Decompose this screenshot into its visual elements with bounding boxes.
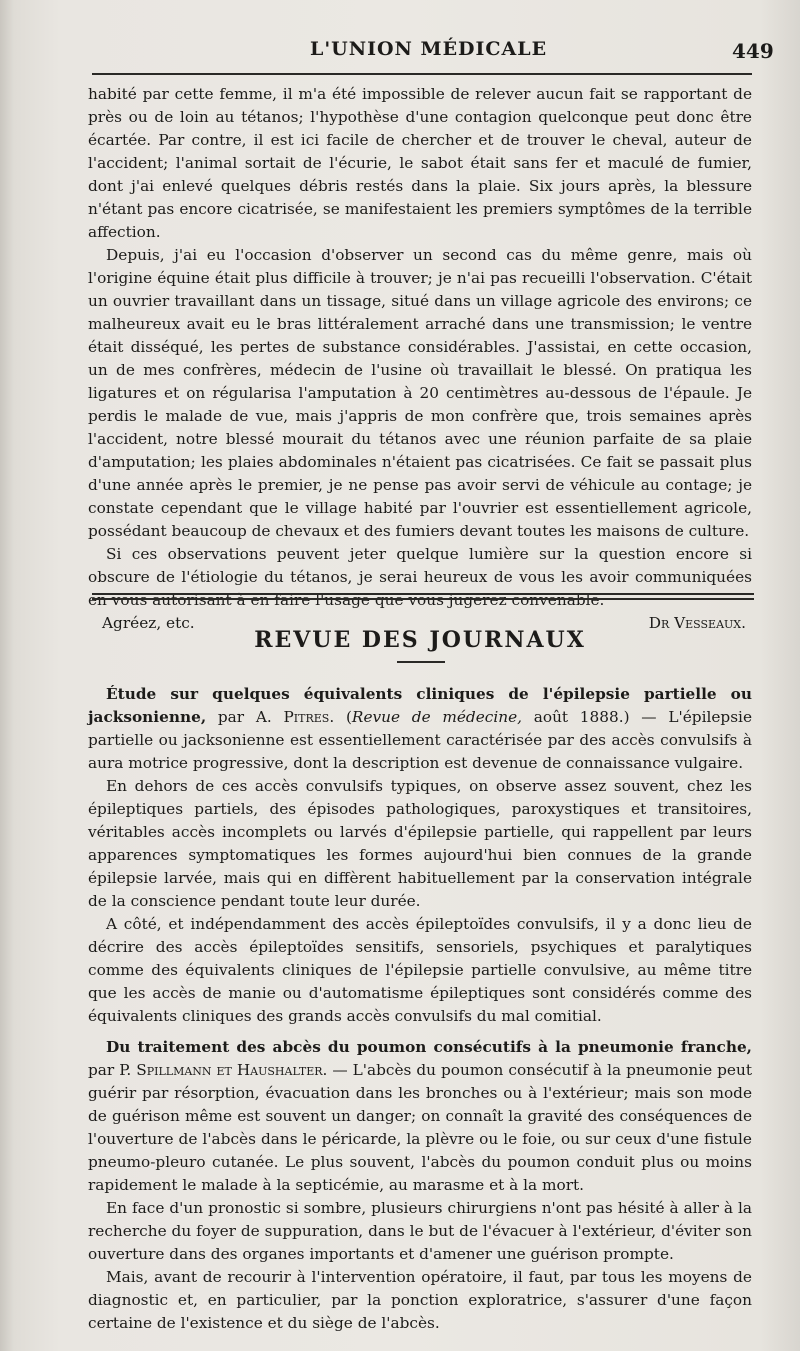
article-paragraph: Depuis, j'ai eu l'occasion d'observer un second cas du même genre, mais où l'origine équine était plus difficile à trouver; je n'ai pas recueilli l'observation. C'était un ouvrier travaillant dans un tissage, situé dans un village agricole des environs; ce malheureux avait eu le bras littéralement arraché dans une transmission; le ventre était disséqué, les pertes de substance considérables. J'assistai, en cette occasion, un de mes confrères, médecin de l'usine où travaillait le blessé. On pratiqua les ligatures et on régularisa l'amputation à 20 centimètres au-dessous de l'épaule. Je perdis le malade de vue, mais j'appris de mon confrère que, trois semaines après l'accident, notre blessé mourait du tétanos avec une réunion parfaite de sa plaie d'amputation; les plaies abdominales n'étaient pas cicatrisées. Ce fait se passait plus d'une année après le premier, je ne pense pas avoir servi de véhicule au contage; je constate cependant que le village habité par l'ouvrier est essentiellement agricole, possédant beaucoup de chevaux et des fumiers devant toutes les maisons de culture. <box>88 246 752 540</box>
journal-title: L'UNION MÉDICALE <box>310 38 548 60</box>
author-signature: Dr Vesseaux. <box>648 614 746 632</box>
article-paragraph: habité par cette femme, il m'a été impossible de relever aucun fait se rapportant de près ou de loin au tétanos; l'hypothèse d'une contagion quelconque peut donc être écartée. Par contre, il est ici facile de chercher et de trouver le cheval, auteur de l'accident; l'animal sortait de l'écurie, le sabot était sans fer et maculé de fumier, dont j'ai enlevé quelques débris restés dans la plaie. Six jours après, la blessure n'étant pas encore cicatrisée, se manifestaient les premiers symptômes de la terrible affection. <box>88 85 752 241</box>
section-divider <box>92 593 754 600</box>
entry-author: Spillmann et Haushalter. <box>136 1061 328 1079</box>
source-open: ( <box>334 708 352 726</box>
source-date: — <box>327 1061 353 1079</box>
entry-paragraph: A côté, et indépendamment des accès épileptoïdes convulsifs, il y a donc lieu de décrire des accès épileptoïdes sensitifs, sensoriels, psychiques et paralytiques comme des équivalents cliniques de l'épilepsie partielle convulsive, au même titre que les accès de manie ou d'automatisme épileptiques sont considérés comme des équivalents cliniques des grands accès convulsifs du mal comitial. <box>88 915 752 1025</box>
journal-reviews <box>88 683 752 1335</box>
entry-title: Étude sur quelques équivalents cliniques de l'épilepsie partielle ou jacksonienne, <box>88 685 752 726</box>
letter-article <box>88 83 752 635</box>
entry-paragraph: L'abcès du poumon consécutif à la pneumonie peut guérir par résorption, évacuation dans les bronches ou à l'extérieur; mais son mode de guérison même est souvent un danger; on connaît la gravité des conséquences de l'ouverture de l'abcès dans le péricarde, la plèvre ou le foie, ou sur ceux d'une fistule pneumo-pleuro cutanée. Le plus souvent, l'abcès du poumon conduit plus ou moins rapidement le malade à la septicémie, au marasme et à la mort. <box>88 1061 752 1194</box>
entry-gap <box>88 1028 752 1036</box>
source-date: août 1888.) — <box>522 708 669 726</box>
byline-prefix: par <box>206 708 256 726</box>
section-title-underline <box>397 661 445 663</box>
entry-paragraph: En dehors de ces accès convulsifs typiques, on observe assez souvent, chez les épileptiques partiels, des épisodes pathologiques, paroxystiques et transitoires, véritables accès incomplets ou larvés d'épilepsie partielle, qui rappellent par leurs apparences symptomatiques les formes aujourd'hui bien connues de la grande épilepsie larvée, mais qui en diffèrent habituellement par la conservation intégrale de la conscience pendant toute leur durée. <box>88 777 752 910</box>
closing-formula: Agréez, etc. <box>102 614 195 632</box>
review-entry-lead <box>88 683 752 775</box>
entry-paragraph: En face d'un pronostic si sombre, plusieurs chirurgiens n'ont pas hésité à aller à la recherche du foyer de suppuration, dans le but de l'évacuer à l'extérieur, d'éviter son ouverture dans des organes importants et d'amener une guérison prompte. <box>88 1199 752 1263</box>
byline-prefix: par P. <box>88 1061 137 1079</box>
article-paragraph: Si ces observations peuvent jeter quelque lumière sur la question encore si obscure de l'étiologie du tétanos, je serai heureux de vous les avoir communiquées en vous autorisant à en faire l'usage que vous jugerez convenable. <box>88 545 752 609</box>
page-number: 449 <box>732 39 774 63</box>
review-entry-lead <box>88 1036 752 1197</box>
entry-author: A. Pitres. <box>255 708 335 726</box>
entry-title: Du traitement des abcès du poumon consécutifs à la pneumonie franche, <box>106 1038 752 1056</box>
header-rule <box>92 73 752 75</box>
running-head <box>0 38 800 68</box>
entry-paragraph: L'épilepsie partielle ou jacksonienne est essentiellement caractérisée par des accès convulsifs à aura motrice progressive, dont la description est devenue de connaissance vulgaire. <box>88 708 752 772</box>
entry-paragraph: Mais, avant de recourir à l'intervention opératoire, il faut, par tous les moyens de diagnostic et, en particulier, par la ponction exploratrice, s'assurer d'une façon certaine de l'existence et du siège de l'abcès. <box>88 1268 752 1332</box>
entry-source: Revue de médecine, <box>351 708 522 726</box>
section-title: REVUE DES JOURNAUX <box>254 627 586 653</box>
